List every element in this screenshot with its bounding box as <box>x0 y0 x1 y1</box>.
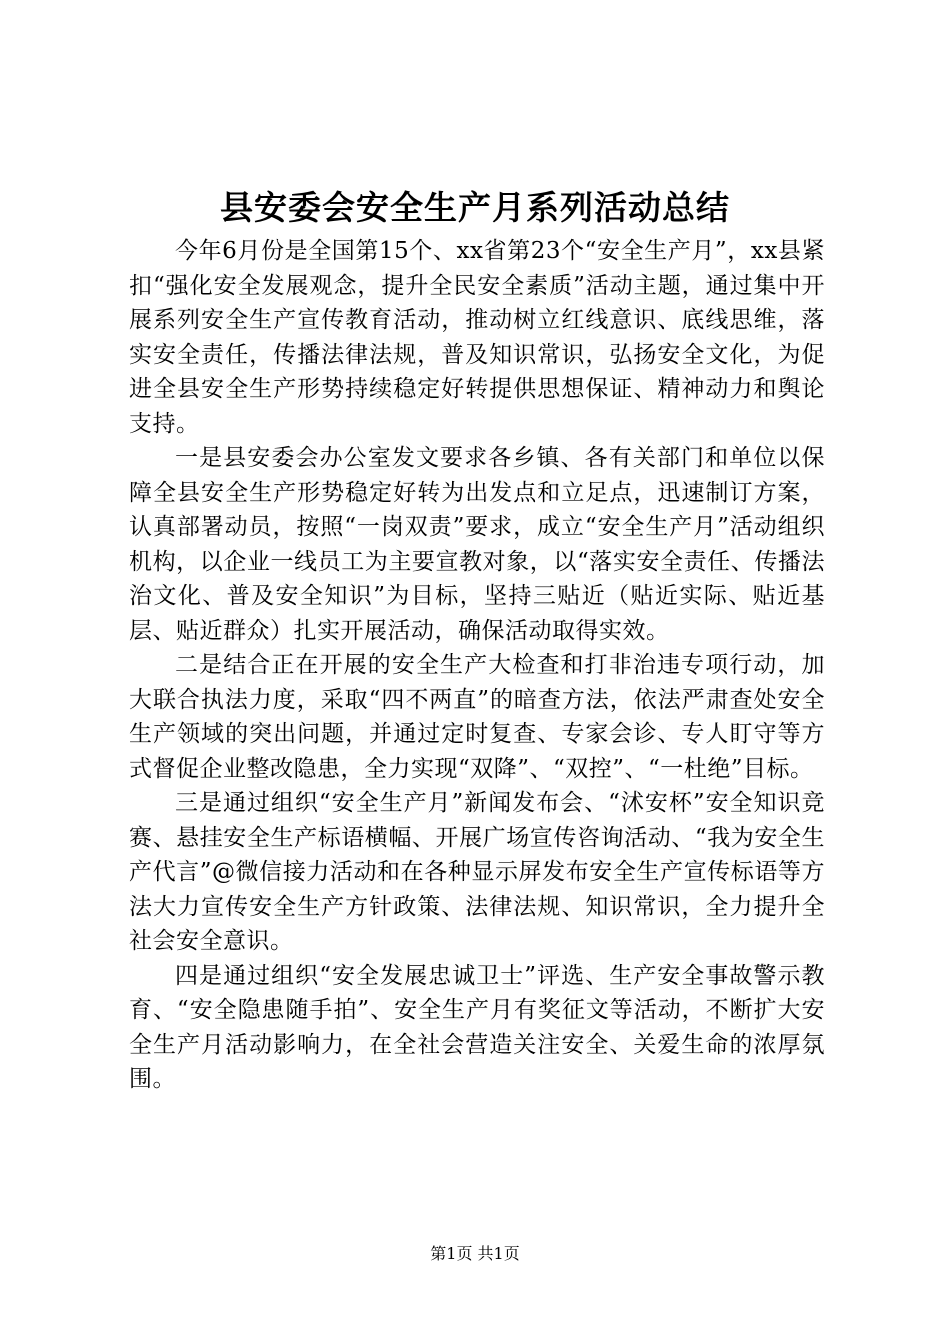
paragraph-item-4: 四是通过组织“安全发展忠诚卫士”评选、生产安全事故警示教育、“安全隐患随手拍”、安全生产月有奖征文等活动，不断扩大安全生产月活动影响力，在全社会营造关注安全、关爱生命的浓厚氛围。 <box>129 962 825 1092</box>
document-title: 县安委会安全生产月系列活动总结 <box>220 188 730 227</box>
page-number-footer: 第1页 共1页 <box>430 1244 520 1263</box>
document-body <box>129 234 825 1097</box>
paragraph-item-3: 三是通过组织“安全生产月”新闻发布会、“沭安杯”安全知识竞赛、悬挂安全生产标语横幅、开展广场宣传咨询活动、“我为安全生产代言”@微信接力活动和在各种显示屏发布安全生产宣传标语等方法大力宣传安全生产方针政策、法律法规、知识常识，全力提升全社会安全意识。 <box>129 790 825 954</box>
paragraph-item-1: 一是县安委会办公室发文要求各乡镇、各有关部门和单位以保障全县安全生产形势稳定好转为出发点和立足点，迅速制订方案，认真部署动员，按照“一岗双责”要求，成立“安全生产月”活动组织机构，以企业一线员工为主要宣教对象，以“落实安全责任、传播法治文化、普及安全知识”为目标，坚持三贴近（贴近实际、贴近基层、贴近群众）扎实开展活动，确保活动取得实效。 <box>129 445 825 644</box>
paragraph-intro: 今年6月份是全国第15个、xx省第23个“安全生产月”，xx县紧扣“强化安全发展观念，提升全民安全素质”活动主题，通过集中开展系列安全生产宣传教育活动，推动树立红线意识、底线思维，落实安全责任，传播法律法规，普及知识常识，弘扬安全文化，为促进全县安全生产形势持续稳定好转提供思想保证、精神动力和舆论支持。 <box>129 238 825 437</box>
paragraph-item-2: 二是结合正在开展的安全生产大检查和打非治违专项行动，加大联合执法力度，采取“四不两直”的暗查方法，依法严肃查处安全生产领域的突出问题，并通过定时复查、专家会诊、专人盯守等方式督促企业整改隐患，全力实现“双降”、“双控”、“一杜绝”目标。 <box>129 652 825 782</box>
